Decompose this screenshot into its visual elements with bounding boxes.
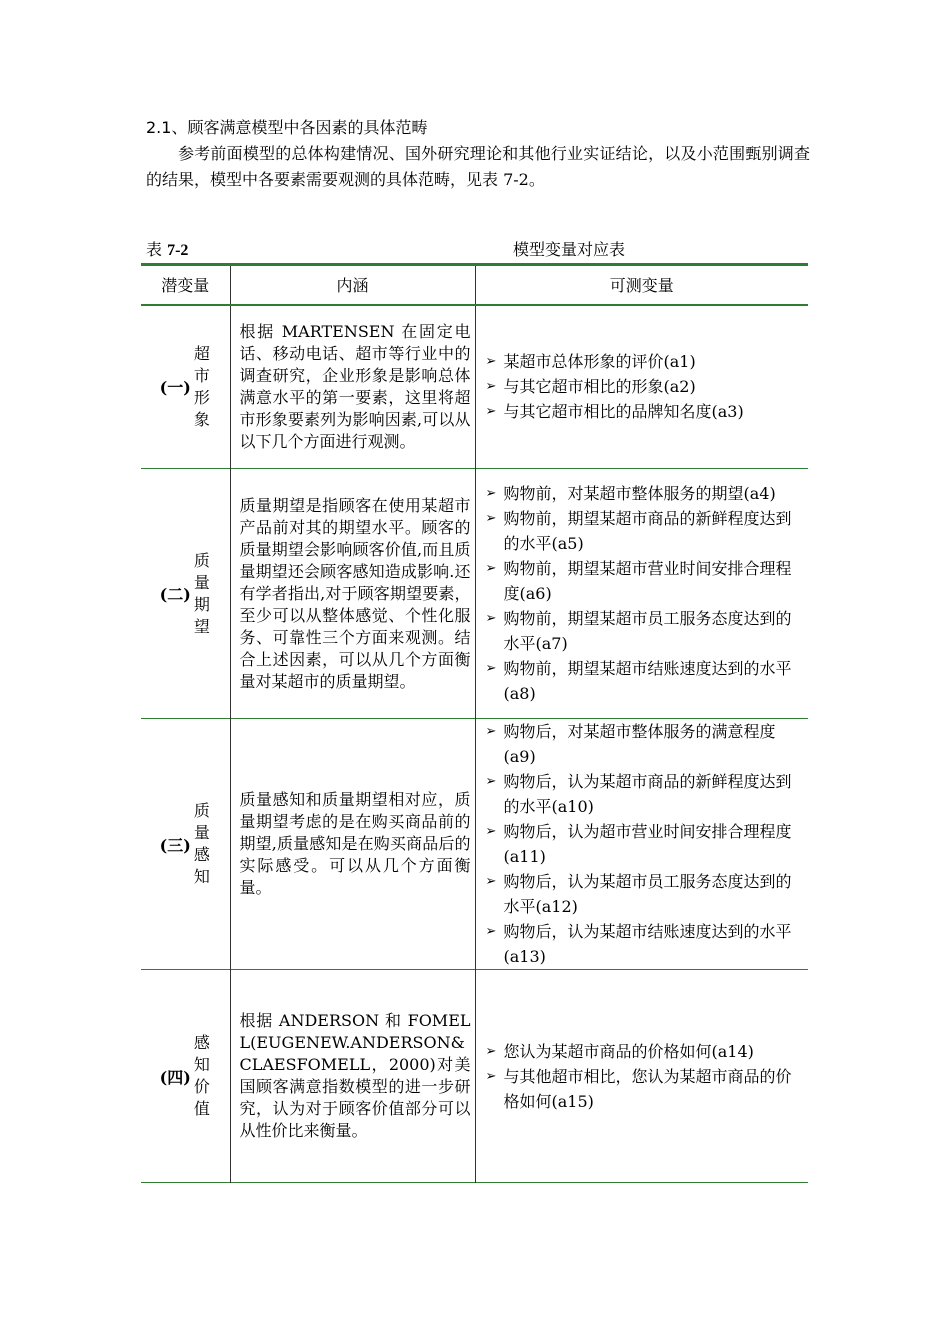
header-latent-variable: 潜变量 [161, 276, 210, 296]
measurable-item [486, 769, 803, 819]
measurable-item-text: 购物后，认为超市营业时间安排合理程度(a11) [503, 822, 792, 866]
table-row [141, 305, 808, 469]
table-row [141, 469, 808, 719]
measurable-cell [475, 305, 808, 469]
measurable-item-text: 购物前，期望某超市商品的新鲜程度达到的水平(a5) [503, 509, 792, 553]
arrow-bullet-icon: ➢ [485, 824, 497, 839]
measurable-item-text: 购物后，认为某超市结账速度达到的水平(a13) [503, 922, 792, 966]
header-meaning: 内涵 [230, 265, 475, 305]
table-label-prefix: 表 [146, 240, 168, 259]
measurable-item-text: 购物前，期望某超市结账速度达到的水平(a8) [503, 659, 792, 703]
latent-cell [141, 469, 230, 719]
table-title: 模型变量对应表 [513, 240, 626, 259]
measurable-item [486, 374, 803, 399]
latent-number: (三) [159, 835, 191, 855]
arrow-bullet-icon: ➢ [485, 724, 497, 739]
meaning-cell: 根据 ANDERSON 和 FOMELL(EUGENEW.ANDERSON&CLAESFOMELL，2000)对美国顾客满意指数模型的进一步研究，认为对于顾客价值部分可以从性价比来衡量。 [230, 970, 475, 1183]
measurable-item [486, 869, 803, 919]
latent-name: 超市形象 [193, 343, 210, 429]
latent-number: (二) [159, 585, 191, 604]
arrow-bullet-icon: ➢ [485, 1043, 497, 1059]
latent-name: 质量感知 [193, 801, 210, 886]
measurable-item-text: 与其他超市相比，您认为某超市商品的价格如何(a15) [503, 1066, 792, 1111]
meaning-cell: 质量期望是指顾客在使用某超市产品前对其的期望水平。顾客的质量期望会影响顾客价值,而且质量期望还会顾客感知造成影响.还有学者指出,对于顾客期望要素，至少可以从整体感觉、个性化服务、可靠性三个方面来观测。结合上述因素，可以从几个方面衡量对某超市的质量期望。 [230, 469, 475, 719]
intro-paragraph: 参考前面模型的总体构建情况、国外研究理论和其他行业实证结论，以及小范围甄别调查的结果，模型中各要素需要观测的具体范畴，见表 7-2。 [146, 144, 810, 189]
measurable-item [486, 506, 803, 556]
table-row [141, 970, 808, 1183]
section-heading: 2.1、顾客满意模型中各因素的具体范畴 [146, 118, 428, 137]
measurable-item-text: 购物后，认为某超市商品的新鲜程度达到的水平(a10) [503, 772, 792, 816]
arrow-bullet-icon: ➢ [485, 611, 497, 626]
latent-number: (一) [159, 378, 191, 398]
measurable-item [486, 1064, 803, 1114]
measurable-item-text: 购物前，对某超市整体服务的期望(a4) [503, 484, 776, 503]
latent-name: 感知价值 [193, 1033, 210, 1118]
variable-table [141, 263, 808, 1183]
arrow-bullet-icon: ➢ [485, 1068, 497, 1084]
arrow-bullet-icon: ➢ [485, 404, 497, 420]
latent-cell [141, 305, 230, 469]
measurable-item-text: 购物后，对某超市整体服务的满意程度(a9) [503, 722, 776, 766]
measurable-item-text: 购物后，认为某超市员工服务态度达到的水平(a12) [503, 872, 792, 916]
arrow-bullet-icon: ➢ [485, 486, 497, 501]
measurable-item-text: 购物前，期望某超市员工服务态度达到的水平(a7) [503, 609, 792, 653]
arrow-bullet-icon: ➢ [485, 354, 497, 370]
arrow-bullet-icon: ➢ [485, 774, 497, 789]
table-label [146, 239, 188, 262]
latent-cell [141, 970, 230, 1183]
meaning-cell: 根据 MARTENSEN 在固定电话、移动电话、超市等行业中的调查研究，企业形象是影响总体满意水平的第一要素，这里将超市形象要素列为影响因素,可以从以下几个方面进行观测。 [230, 305, 475, 469]
arrow-bullet-icon: ➢ [485, 874, 497, 889]
measurable-item-text: 与其它超市相比的形象(a2) [503, 377, 696, 397]
measurable-item [486, 719, 803, 769]
measurable-cell [475, 469, 808, 719]
arrow-bullet-icon: ➢ [485, 379, 497, 395]
arrow-bullet-icon: ➢ [485, 511, 497, 526]
measurable-cell [475, 719, 808, 970]
measurable-item [486, 656, 803, 706]
arrow-bullet-icon: ➢ [485, 561, 497, 576]
latent-cell [141, 719, 230, 970]
table-header-row [141, 265, 808, 305]
measurable-item [486, 399, 803, 424]
measurable-item-text: 某超市总体形象的评价(a1) [503, 352, 696, 372]
measurable-item [486, 349, 803, 374]
latent-name: 质量期望 [193, 550, 210, 636]
table-label-number: 7-2 [167, 242, 189, 259]
measurable-item-text: 购物前，期望某超市营业时间安排合理程度(a6) [503, 559, 792, 603]
meaning-cell: 质量感知和质量期望相对应，质量期望考虑的是在购买商品前的期望,质量感知是在购买商品后的实际感受。可以从几个方面衡量。 [230, 719, 475, 970]
table-row [141, 719, 808, 970]
measurable-item [486, 919, 803, 969]
latent-number: (四) [159, 1067, 191, 1087]
measurable-item [486, 819, 803, 869]
measurable-item [486, 1039, 803, 1064]
measurable-item-text: 您认为某超市商品的价格如何(a14) [503, 1041, 754, 1061]
measurable-item-text: 与其它超市相比的品牌知名度(a3) [503, 402, 744, 422]
measurable-item [486, 556, 803, 606]
measurable-cell [475, 970, 808, 1183]
arrow-bullet-icon: ➢ [485, 661, 497, 676]
header-measurable-variable: 可测变量 [475, 265, 808, 305]
arrow-bullet-icon: ➢ [485, 924, 497, 939]
measurable-item [486, 606, 803, 656]
measurable-item [486, 481, 803, 506]
